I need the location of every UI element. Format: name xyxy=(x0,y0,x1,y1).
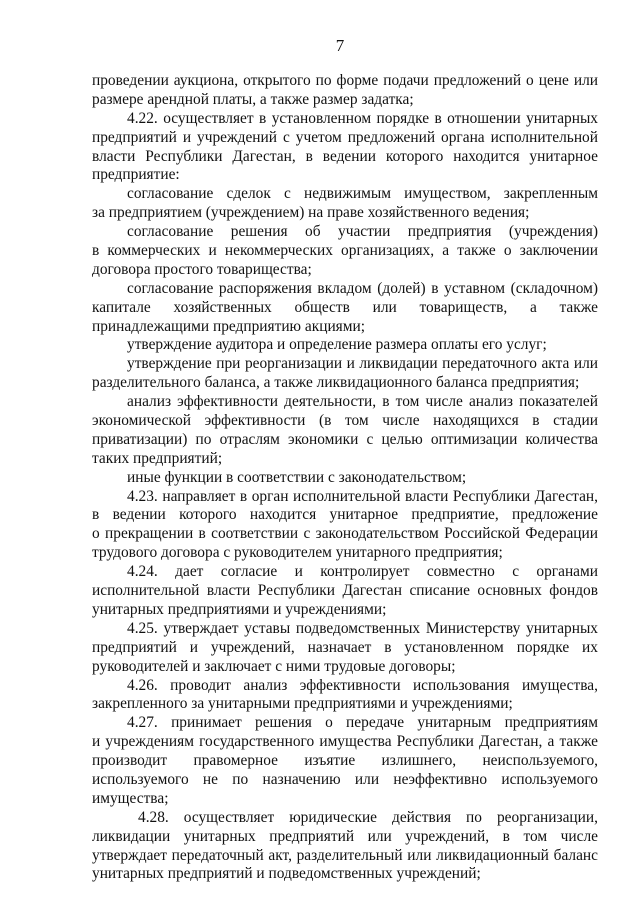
text-line: 4.23. направляет в орган исполнительной власти Республики Дагестан, xyxy=(127,487,598,505)
text-line: разделительного баланса, а также ликвидационного баланса предприятия; xyxy=(92,374,580,392)
text-line: согласование сделок с недвижимым имуществом, закрепленным xyxy=(127,185,598,203)
text-line: капитале хозяйственных обществ или товариществ, а также xyxy=(92,298,598,316)
text-line: и учреждениям государственного имущества Республики Дагестан, а также xyxy=(92,733,598,751)
text-line: предприятий и учреждений с учетом предложений органа исполнительной xyxy=(92,128,598,146)
text-line: предприятий и учреждений, назначает в установленном порядке их xyxy=(92,638,598,656)
text-line: трудового договора с руководителем унитарного предприятия; xyxy=(92,544,503,562)
text-line: приватизации) по отраслям экономики с целью оптимизации количества xyxy=(92,430,598,448)
text-line: согласование решения об участии предприятия (учреждения) xyxy=(127,223,598,241)
text-line: утверждение аудитора и определение размера оплаты его услуг; xyxy=(127,336,547,354)
text-line: исполнительной власти Республики Дагестан списание основных фондов xyxy=(92,582,598,600)
text-line: иные функции в соответствии с законодательством; xyxy=(127,468,467,486)
text-line: экономической эффективности (в том числе находящихся в стадии xyxy=(92,412,598,430)
text-line: предприятие: xyxy=(92,166,180,184)
text-line: анализ эффективности деятельности, в том числе анализ показателей xyxy=(127,393,598,411)
text-line: производит правомерное изъятие излишнего, неиспользуемого, xyxy=(92,752,598,770)
page-number: 7 xyxy=(335,36,345,55)
body-text xyxy=(92,72,598,884)
text-line: унитарных предприятиями и учреждениями; xyxy=(92,600,387,618)
text-line: закрепленного за унитарными предприятиями и учреждениями; xyxy=(92,695,513,713)
text-line: 4.22. осуществляет в установленном порядке в отношении унитарных xyxy=(127,109,598,127)
text-line: договора простого товарищества; xyxy=(92,260,312,278)
text-line: размере арендной платы, а также размер задатка; xyxy=(92,90,414,108)
text-line: утверждение при реорганизации и ликвидации передаточного акта или xyxy=(127,355,598,373)
text-line: имущества; xyxy=(92,789,169,807)
text-line: утверждает передаточный акт, разделительный или ликвидационный баланс xyxy=(92,846,598,864)
text-line: 4.26. проводит анализ эффективности использования имущества, xyxy=(127,676,598,694)
text-line: 4.28. осуществляет юридические действия по реорганизации, xyxy=(138,808,598,826)
text-line: 4.24. дает согласие и контролирует совместно с органами xyxy=(127,563,598,581)
text-line: 4.27. принимает решения о передаче унитарным предприятиям xyxy=(127,714,598,732)
text-line: власти Республики Дагестан, в ведении которого находится унитарное xyxy=(92,147,598,165)
text-line: проведении аукциона, открытого по форме подачи предложений о цене или xyxy=(92,72,598,89)
text-line: согласование распоряжения вкладом (долей) в уставном (складочном) xyxy=(127,279,598,297)
text-line: принадлежащими предприятию акциями; xyxy=(92,317,366,335)
text-line: в ведении которого находится унитарное предприятие, предложение xyxy=(92,506,598,524)
text-line: в коммерческих и некоммерческих организациях, а также о заключении xyxy=(92,242,598,260)
text-line: о прекращении в соответствии с законодательством Российской Федерации xyxy=(92,525,598,543)
text-line: унитарных предприятий и подведомственных учреждений; xyxy=(92,865,481,883)
text-line: за предприятием (учреждением) на праве хозяйственного ведения; xyxy=(92,204,530,222)
text-line: 4.25. утверждает уставы подведомственных Министерству унитарных xyxy=(127,619,598,637)
text-line: ликвидации унитарных предприятий или учреждений, в том числе xyxy=(92,827,598,845)
text-line: таких предприятий; xyxy=(92,449,223,467)
text-line: используемого не по назначению или неэффективно используемого xyxy=(92,770,598,788)
text-line: руководителей и заключает с ними трудовые договоры; xyxy=(92,657,456,675)
